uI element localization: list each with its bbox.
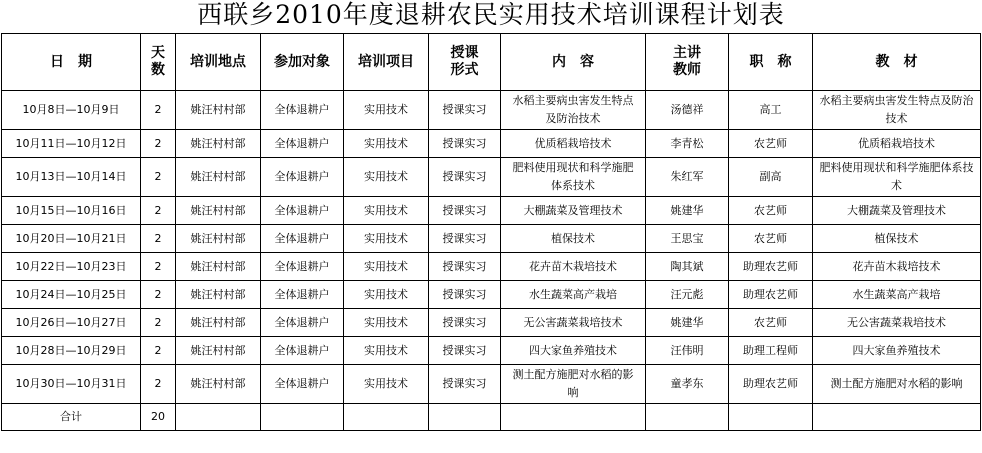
header-material: 教 材 [813,34,981,91]
cell-location: 姚汪村村部 [176,309,261,337]
table-row [2,253,981,281]
table-row [2,130,981,158]
cell-location: 姚汪村村部 [176,365,261,404]
cell-participants: 全体退耕户 [261,225,344,253]
cell-title-rank: 副高 [729,158,813,197]
cell-location: 姚汪村村部 [176,253,261,281]
empty-cell [646,404,729,431]
cell-material: 肥料使用现状和科学施肥体系技术 [813,158,981,197]
table-row [2,365,981,404]
cell-location: 姚汪村村部 [176,158,261,197]
training-plan-table [1,33,981,431]
cell-material: 优质稻栽培技术 [813,130,981,158]
cell-format: 授课实习 [429,91,501,130]
cell-days: 2 [141,130,176,158]
cell-days: 2 [141,225,176,253]
cell-participants: 全体退耕户 [261,130,344,158]
cell-date: 10月26日—10月27日 [2,309,141,337]
cell-lecturer: 童孝东 [646,365,729,404]
cell-material: 花卉苗木栽培技术 [813,253,981,281]
header-location: 培训地点 [176,34,261,91]
cell-lecturer: 陶其斌 [646,253,729,281]
cell-days: 2 [141,158,176,197]
cell-participants: 全体退耕户 [261,91,344,130]
cell-participants: 全体退耕户 [261,253,344,281]
empty-cell [813,404,981,431]
cell-lecturer: 李青松 [646,130,729,158]
cell-participants: 全体退耕户 [261,365,344,404]
cell-participants: 全体退耕户 [261,337,344,365]
cell-date: 10月22日—10月23日 [2,253,141,281]
cell-project: 实用技术 [344,365,429,404]
cell-format: 授课实习 [429,365,501,404]
cell-days: 2 [141,253,176,281]
cell-material: 水生蔬菜高产栽培 [813,281,981,309]
cell-material: 测土配方施肥对水稻的影响 [813,365,981,404]
cell-days: 2 [141,91,176,130]
table-row [2,337,981,365]
cell-title-rank: 助理农艺师 [729,281,813,309]
cell-content: 无公害蔬菜栽培技术 [501,309,646,337]
cell-lecturer: 朱红军 [646,158,729,197]
empty-cell [176,404,261,431]
cell-format: 授课实习 [429,253,501,281]
cell-project: 实用技术 [344,337,429,365]
header-lecturer: 主讲教师 [646,34,729,91]
table-row [2,281,981,309]
cell-format: 授课实习 [429,225,501,253]
cell-title-rank: 助理工程师 [729,337,813,365]
cell-content: 植保技术 [501,225,646,253]
cell-location: 姚汪村村部 [176,281,261,309]
cell-location: 姚汪村村部 [176,130,261,158]
cell-format: 授课实习 [429,281,501,309]
cell-format: 授课实习 [429,158,501,197]
empty-cell [344,404,429,431]
cell-content: 大棚蔬菜及管理技术 [501,197,646,225]
cell-date: 10月20日—10月21日 [2,225,141,253]
header-format: 授课形式 [429,34,501,91]
cell-lecturer: 姚建华 [646,309,729,337]
cell-date: 10月13日—10月14日 [2,158,141,197]
cell-content: 花卉苗木栽培技术 [501,253,646,281]
table-row [2,158,981,197]
cell-project: 实用技术 [344,130,429,158]
header-days: 天数 [141,34,176,91]
cell-content: 测土配方施肥对水稻的影响 [501,365,646,404]
cell-location: 姚汪村村部 [176,337,261,365]
cell-title-rank: 高工 [729,91,813,130]
cell-lecturer: 汪伟明 [646,337,729,365]
table-row [2,91,981,130]
cell-project: 实用技术 [344,225,429,253]
cell-project: 实用技术 [344,197,429,225]
cell-content: 四大家鱼养殖技术 [501,337,646,365]
cell-date: 10月28日—10月29日 [2,337,141,365]
cell-days: 2 [141,197,176,225]
cell-project: 实用技术 [344,309,429,337]
cell-title-rank: 助理农艺师 [729,253,813,281]
cell-days: 2 [141,309,176,337]
cell-content: 优质稻栽培技术 [501,130,646,158]
cell-project: 实用技术 [344,253,429,281]
cell-date: 10月8日—10月9日 [2,91,141,130]
cell-title-rank: 农艺师 [729,225,813,253]
header-participants: 参加对象 [261,34,344,91]
cell-format: 授课实习 [429,130,501,158]
empty-cell [501,404,646,431]
cell-material: 大棚蔬菜及管理技术 [813,197,981,225]
header-date: 日 期 [2,34,141,91]
cell-material: 无公害蔬菜栽培技术 [813,309,981,337]
cell-lecturer: 王思宝 [646,225,729,253]
cell-participants: 全体退耕户 [261,197,344,225]
total-days: 20 [141,404,176,431]
cell-location: 姚汪村村部 [176,91,261,130]
cell-material: 四大家鱼养殖技术 [813,337,981,365]
table-row [2,309,981,337]
empty-cell [729,404,813,431]
cell-material: 水稻主要病虫害发生特点及防治技术 [813,91,981,130]
cell-lecturer: 汤德祥 [646,91,729,130]
cell-format: 授课实习 [429,337,501,365]
cell-content: 肥料使用现状和科学施肥体系技术 [501,158,646,197]
cell-days: 2 [141,337,176,365]
cell-project: 实用技术 [344,91,429,130]
empty-cell [261,404,344,431]
cell-days: 2 [141,281,176,309]
cell-date: 10月11日—10月12日 [2,130,141,158]
cell-content: 水生蔬菜高产栽培 [501,281,646,309]
table-row [2,225,981,253]
cell-format: 授课实习 [429,309,501,337]
cell-participants: 全体退耕户 [261,158,344,197]
cell-title-rank: 农艺师 [729,309,813,337]
cell-participants: 全体退耕户 [261,281,344,309]
header-project: 培训项目 [344,34,429,91]
cell-format: 授课实习 [429,197,501,225]
cell-lecturer: 姚建华 [646,197,729,225]
cell-project: 实用技术 [344,158,429,197]
table-row [2,197,981,225]
header-row [2,34,981,91]
header-title-rank: 职 称 [729,34,813,91]
page-title: 西联乡2010年度退耕农民实用技术培训课程计划表 [197,0,785,29]
header-content: 内 容 [501,34,646,91]
cell-material: 植保技术 [813,225,981,253]
cell-title-rank: 农艺师 [729,197,813,225]
empty-cell [429,404,501,431]
cell-participants: 全体退耕户 [261,309,344,337]
cell-days: 2 [141,365,176,404]
cell-date: 10月24日—10月25日 [2,281,141,309]
cell-title-rank: 农艺师 [729,130,813,158]
cell-date: 10月30日—10月31日 [2,365,141,404]
cell-location: 姚汪村村部 [176,225,261,253]
cell-title-rank: 助理农艺师 [729,365,813,404]
total-row [2,404,981,431]
cell-date: 10月15日—10月16日 [2,197,141,225]
cell-location: 姚汪村村部 [176,197,261,225]
total-label: 合计 [2,404,141,431]
cell-content: 水稻主要病虫害发生特点及防治技术 [501,91,646,130]
cell-project: 实用技术 [344,281,429,309]
cell-lecturer: 汪元彪 [646,281,729,309]
